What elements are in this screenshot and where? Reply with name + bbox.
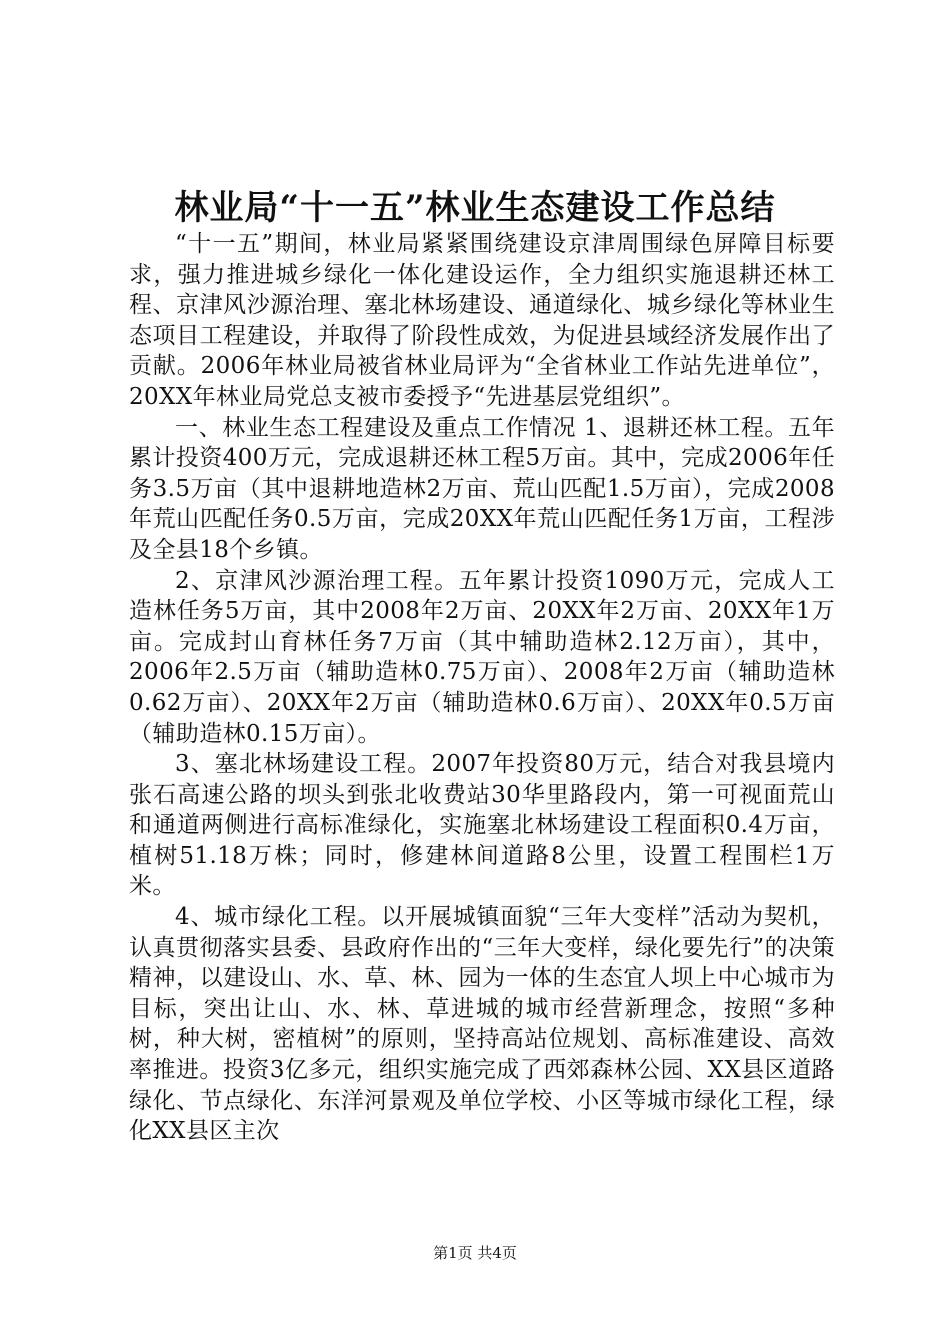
paragraph-section-3: 3、塞北林场建设工程。2007年投资80万元，结合对我县境内张石高速公路的坝头到张北收费站30华里路段内，第一可视面荒山和通道两侧进行高标准绿化，实施塞北林场建设工程面积0.4万亩，植树51.18万株；同时，修建林间道路8公里，设置工程围栏1万米。 — [129, 751, 835, 900]
document-title: 林业局“十一五”林业生态建设工作总结 — [174, 188, 776, 228]
paragraph-section-2: 2、京津风沙源治理工程。五年累计投资1090万元，完成人工造林任务5万亩，其中2008年2万亩、20XX年2万亩、20XX年1万亩。完成封山育林任务7万亩（其中辅助造林2.12万亩），其中，2006年2.5万亩（辅助造林0.75万亩）、2008年2万亩（辅助造林0.62万亩）、20XX年2万亩（辅助造林0.6万亩）、20XX年0.5万亩（辅助造林0.15万亩）。 — [129, 567, 835, 747]
paragraph-intro: “十一五”期间，林业局紧紧围绕建设京津周围绿色屏障目标要求，强力推进城乡绿化一体化建设运作，全力组织实施退耕还林工程、京津风沙源治理、塞北林场建设、通道绿化、城乡绿化等林业生态项目工程建设，并取得了阶段性成效，为促进县域经济发展作出了贡献。2006年林业局被省林业局评为“全省林业工作站先进单位”，20XX年林业局党总支被市委授予“先进基层党组织”。 — [129, 231, 835, 410]
page-number-footer: 第1页 共4页 — [433, 1244, 517, 1262]
document-body — [129, 229, 835, 1147]
paragraph-section-4: 4、城市绿化工程。以开展城镇面貌“三年大变样”活动为契机，认真贯彻落实县委、县政府作出的“三年大变样，绿化要先行”的决策精神，以建设山、水、草、林、园为一体的生态宜人坝上中心城市为目标，突出让山、水、林、草进城的城市经营新理念，按照“多种树，种大树，密植树”的原则，坚持高站位规划、高标准建设、高效率推进。投资3亿多元，组织实施完成了西郊森林公园、XX县区道路绿化、节点绿化、东洋河景观及单位学校、小区等城市绿化工程，绿化XX县区主次 — [129, 904, 835, 1145]
paragraph-section-1: 一、林业生态工程建设及重点工作情况 1、退耕还林工程。五年累计投资400万元，完成退耕还林工程5万亩。其中，完成2006年任务3.5万亩（其中退耕地造林2万亩、荒山匹配1.5万亩），完成2008年荒山匹配任务0.5万亩，完成20XX年荒山匹配任务1万亩，工程涉及全县18个乡镇。 — [129, 414, 835, 563]
